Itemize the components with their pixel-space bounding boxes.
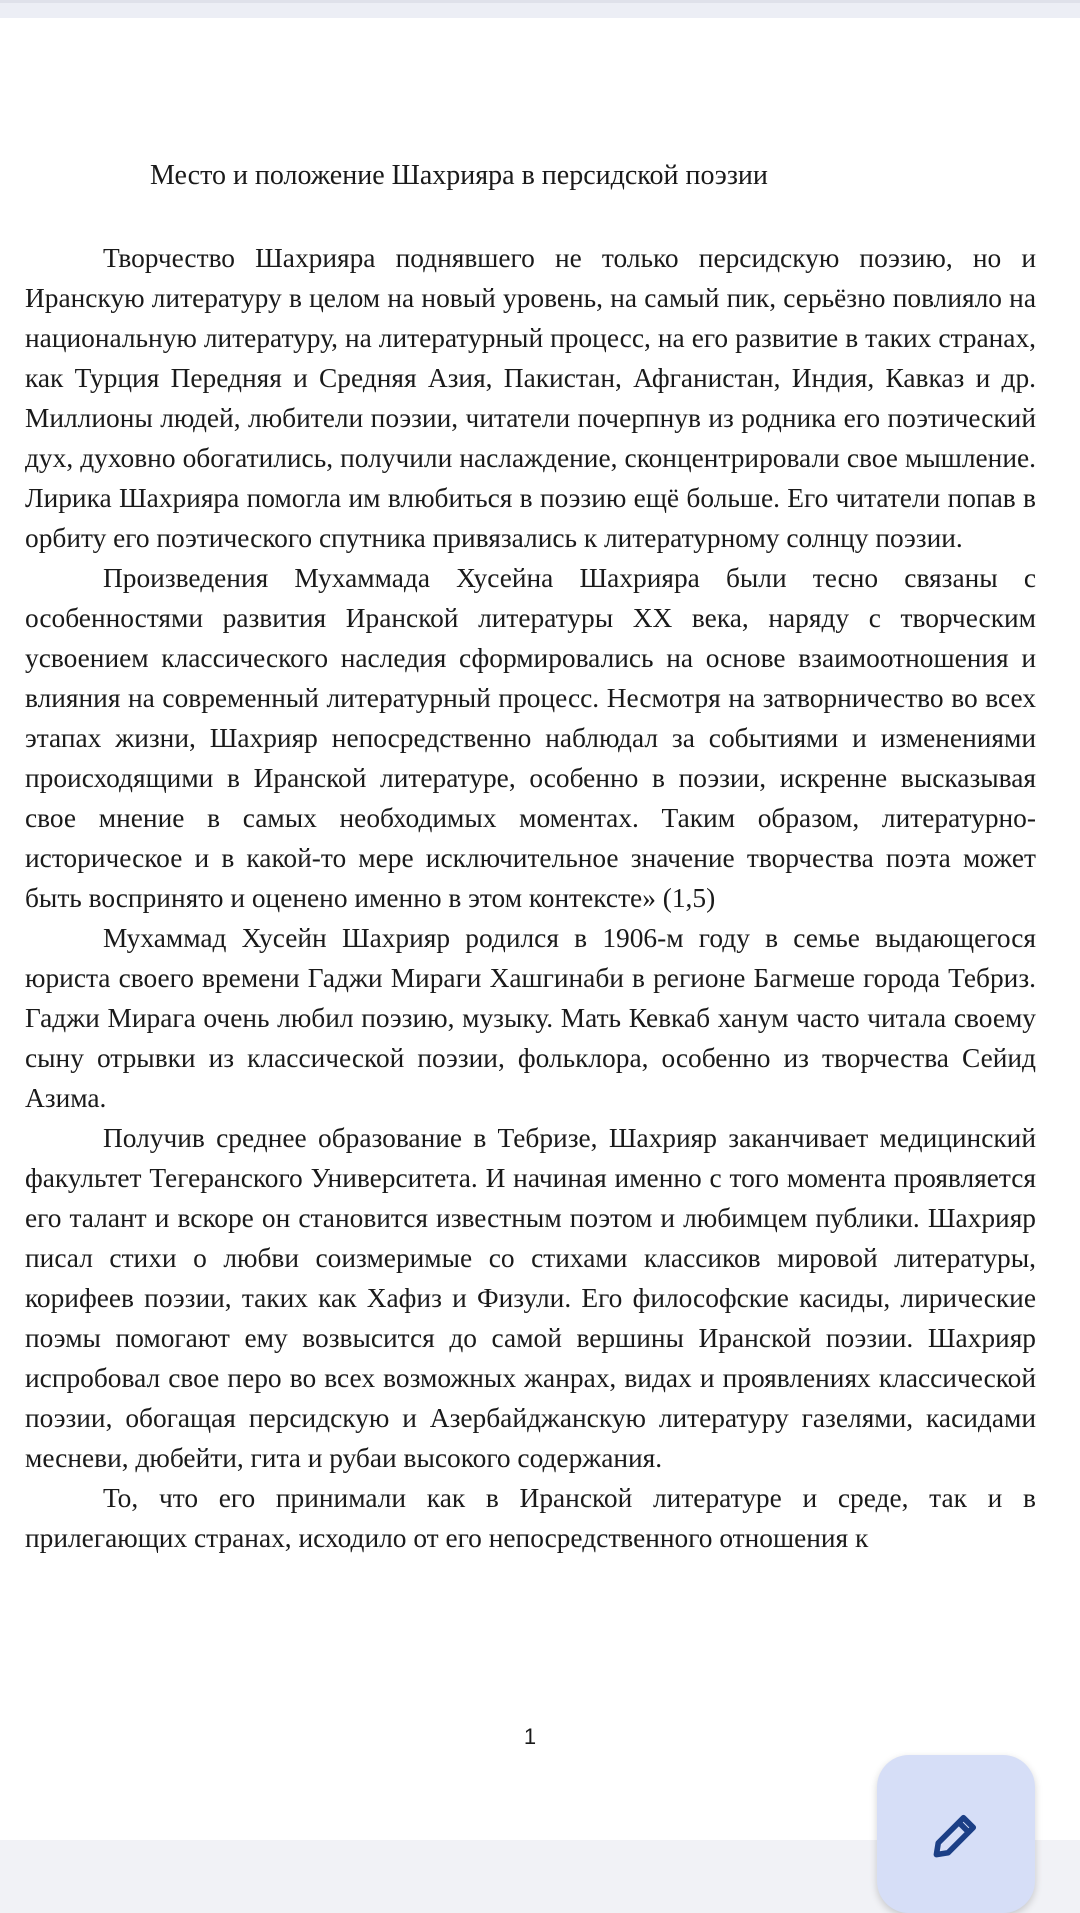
document-body <box>25 238 1036 1558</box>
edit-button[interactable] <box>877 1755 1035 1913</box>
paragraph: Мухаммад Хусейн Шахрияр родился в 1906-м году в семье выдающегося юриста своего времени Гаджи Мираги Хашгинаби в регионе Багмеше города Тебриз. Гаджи Мирага очень любил поэзию, музыку. Мать Кевкаб ханум часто читала своему сыну отрывки из классической поэзии, фольклора, особенно из творчества Сейид Азима. <box>25 923 1036 1113</box>
top-strip <box>0 0 1080 18</box>
document-title: Место и положение Шахрияра в персидской поэзии <box>150 160 768 191</box>
document-page[interactable] <box>0 18 1080 1840</box>
paragraph: Творчество Шахрияра поднявшего не только персидскую поэзию, но и Иранскую литературу в целом на новый уровень, на самый пик, серьёзно повлияло на национальную литературу, на литературный процесс, на его развитие в таких странах, как Турция Передняя и Средняя Азия, Пакистан, Афганистан, Индия, Кавказ и др. Миллионы людей, любители поэзии, читатели почерпнув из родника его поэтический дух, духовно обогатились, получили наслаждение, сконцентрировали свое мышление. Лирика Шахрияра помогла им влюбиться в поэзию ещё больше. Его читатели попав в орбиту его поэтического спутника привязались к литературному солнцу поэзии. <box>25 243 1036 553</box>
paragraph: Получив среднее образование в Тебризе, Шахрияр заканчивает медицинский факультет Тегеранского Университета. И начиная именно с того момента проявляется его талант и вскоре он становится известным поэтом и любимцем публики. Шахрияр писал стихи о любви соизмеримые со стихами классиков мировой литературы, корифеев поэзии, таких как Хафиз и Физули. Его философские касиды, лирические поэмы помогают ему возвысится до самой вершины Иранской поэзии. Шахрияр испробовал свое перо во всех возможных жанрах, видах и проявлениях классической поэзии, обогащая персидскую и Азербайджанскую литературу газелями, касидами месневи, дюбейти, гита и рубаи высокого содержания. <box>25 1123 1036 1473</box>
paragraph: То, что его принимали как в Иранской литературе и среде, так и в прилегающих странах, исходило от его непосредственного отношения к <box>25 1483 1036 1553</box>
paragraph: Произведения Мухаммада Хусейна Шахрияра были тесно связаны с особенностями развития Иранской литературы XX века, наряду с творческим усвоением классического наследия сформировались на основе взаимоотношения и влияния на современный литературный процесс. Несмотря на затворничество во всех этапах жизни, Шахрияр непосредственно наблюдал за событиями и изменениями происходящими в Иранской литературе, особенно в поэзии, искренне высказывая свое мнение в самых необходимых моментах. Таким образом, литературно-историческое и в какой-то мере исключительное значение творчества поэта может быть воспринято и оценено именно в этом контексте» (1,5) <box>25 563 1036 913</box>
page-number: 1 <box>523 1724 537 1749</box>
pencil-icon <box>928 1807 984 1863</box>
